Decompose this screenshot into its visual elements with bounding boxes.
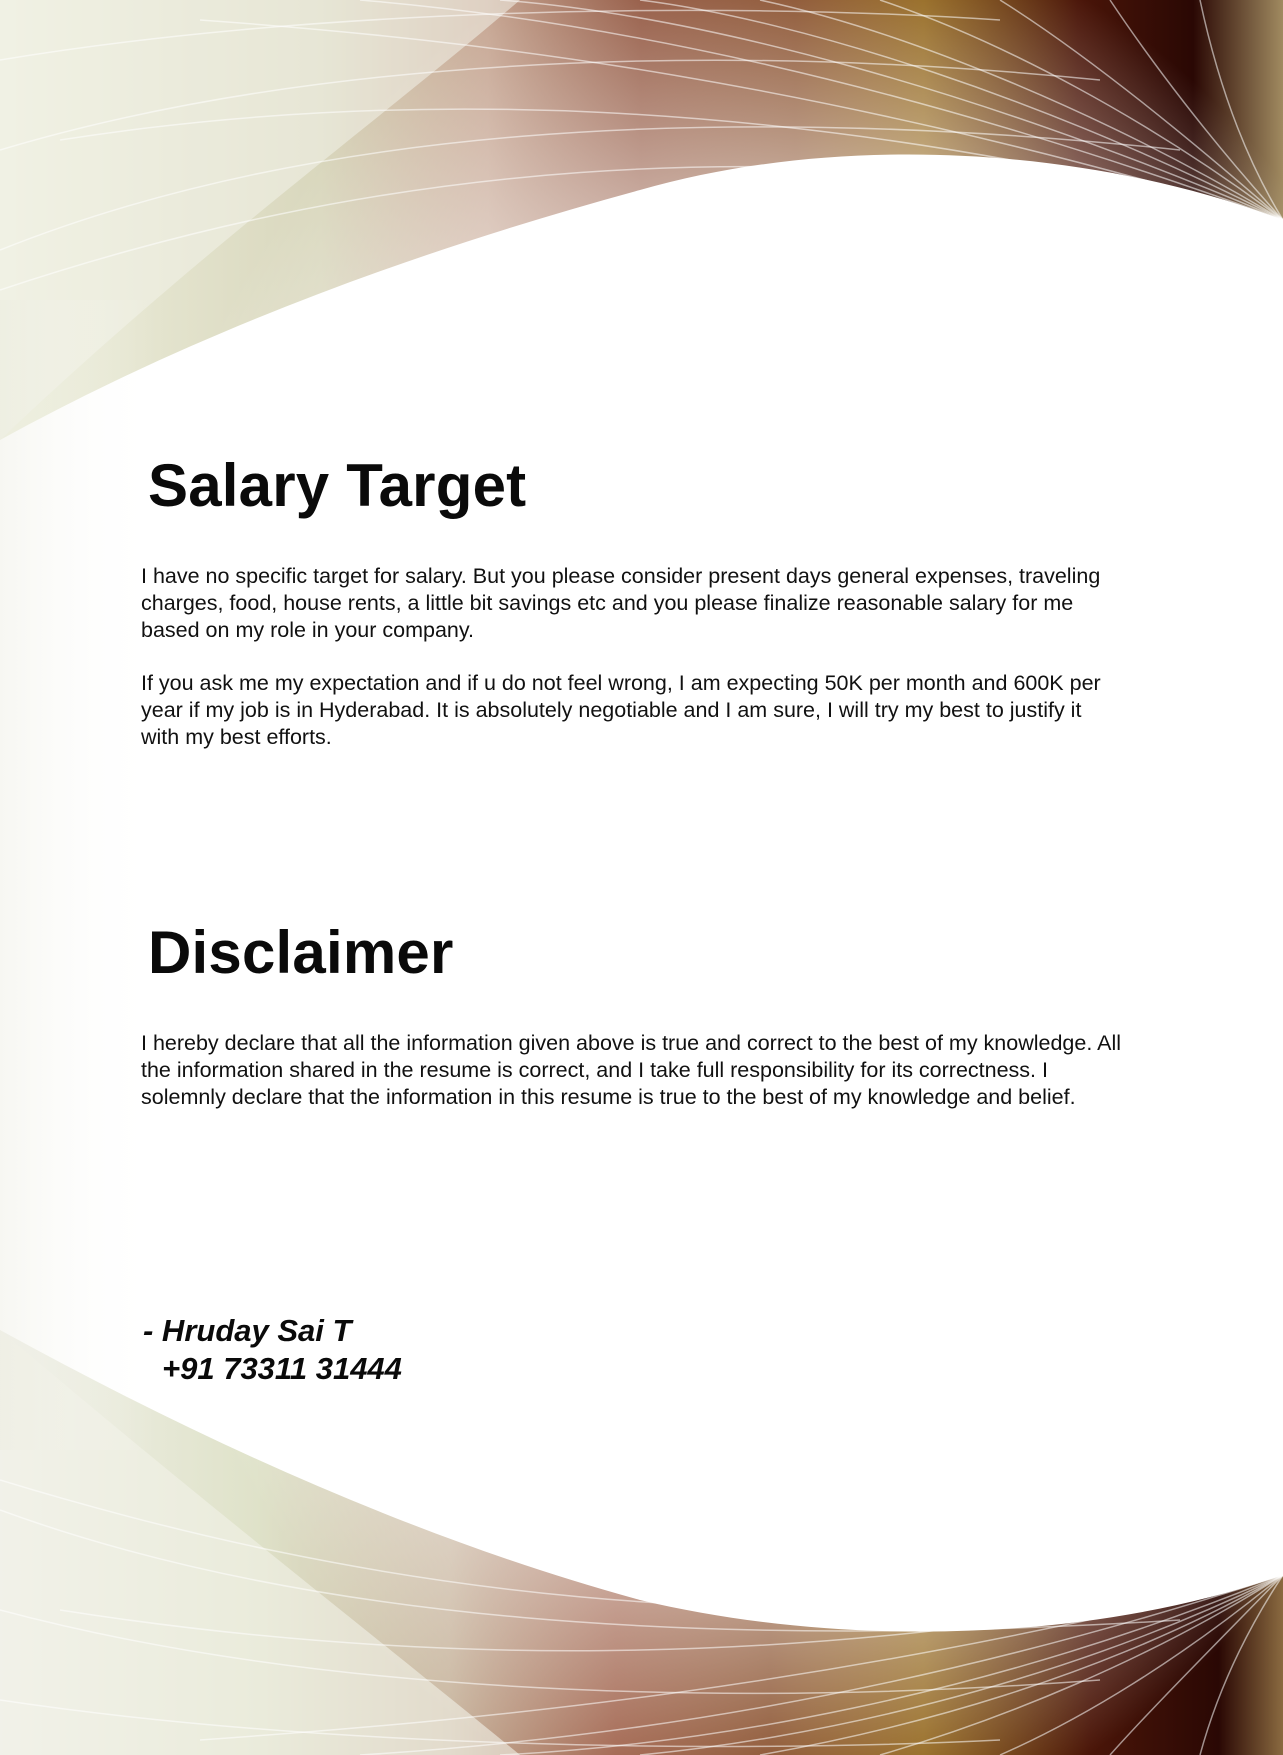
disclaimer-paragraph: I hereby declare that all the information given above is true and correct to the best of my knowledge. All the information shared in the resume is correct, and I take full responsibility for its correctness. I solemnly declare that the information in this resume is true to the best of my knowledge and belief. <box>141 1031 1121 1109</box>
signature-phone: +91 73311 31444 <box>162 1351 402 1386</box>
salary-target-heading: Salary Target <box>148 452 527 519</box>
salary-target-paragraph-1: I have no specific target for salary. But you please consider present days general expenses, traveling charges, food, house rents, a little bit savings etc and you please finalize reasonable salary for me based on my role in your company. <box>141 564 1101 642</box>
disclaimer-heading: Disclaimer <box>148 919 454 986</box>
signature-name: - Hruday Sai T <box>143 1313 352 1348</box>
salary-target-paragraph-2: If you ask me my expectation and if u do not feel wrong, I am expecting 50K per month and 600K per year if my job is in Hyderabad. It is absolutely negotiable and I am sure, I will try my best to justify it with my best efforts. <box>141 671 1101 749</box>
